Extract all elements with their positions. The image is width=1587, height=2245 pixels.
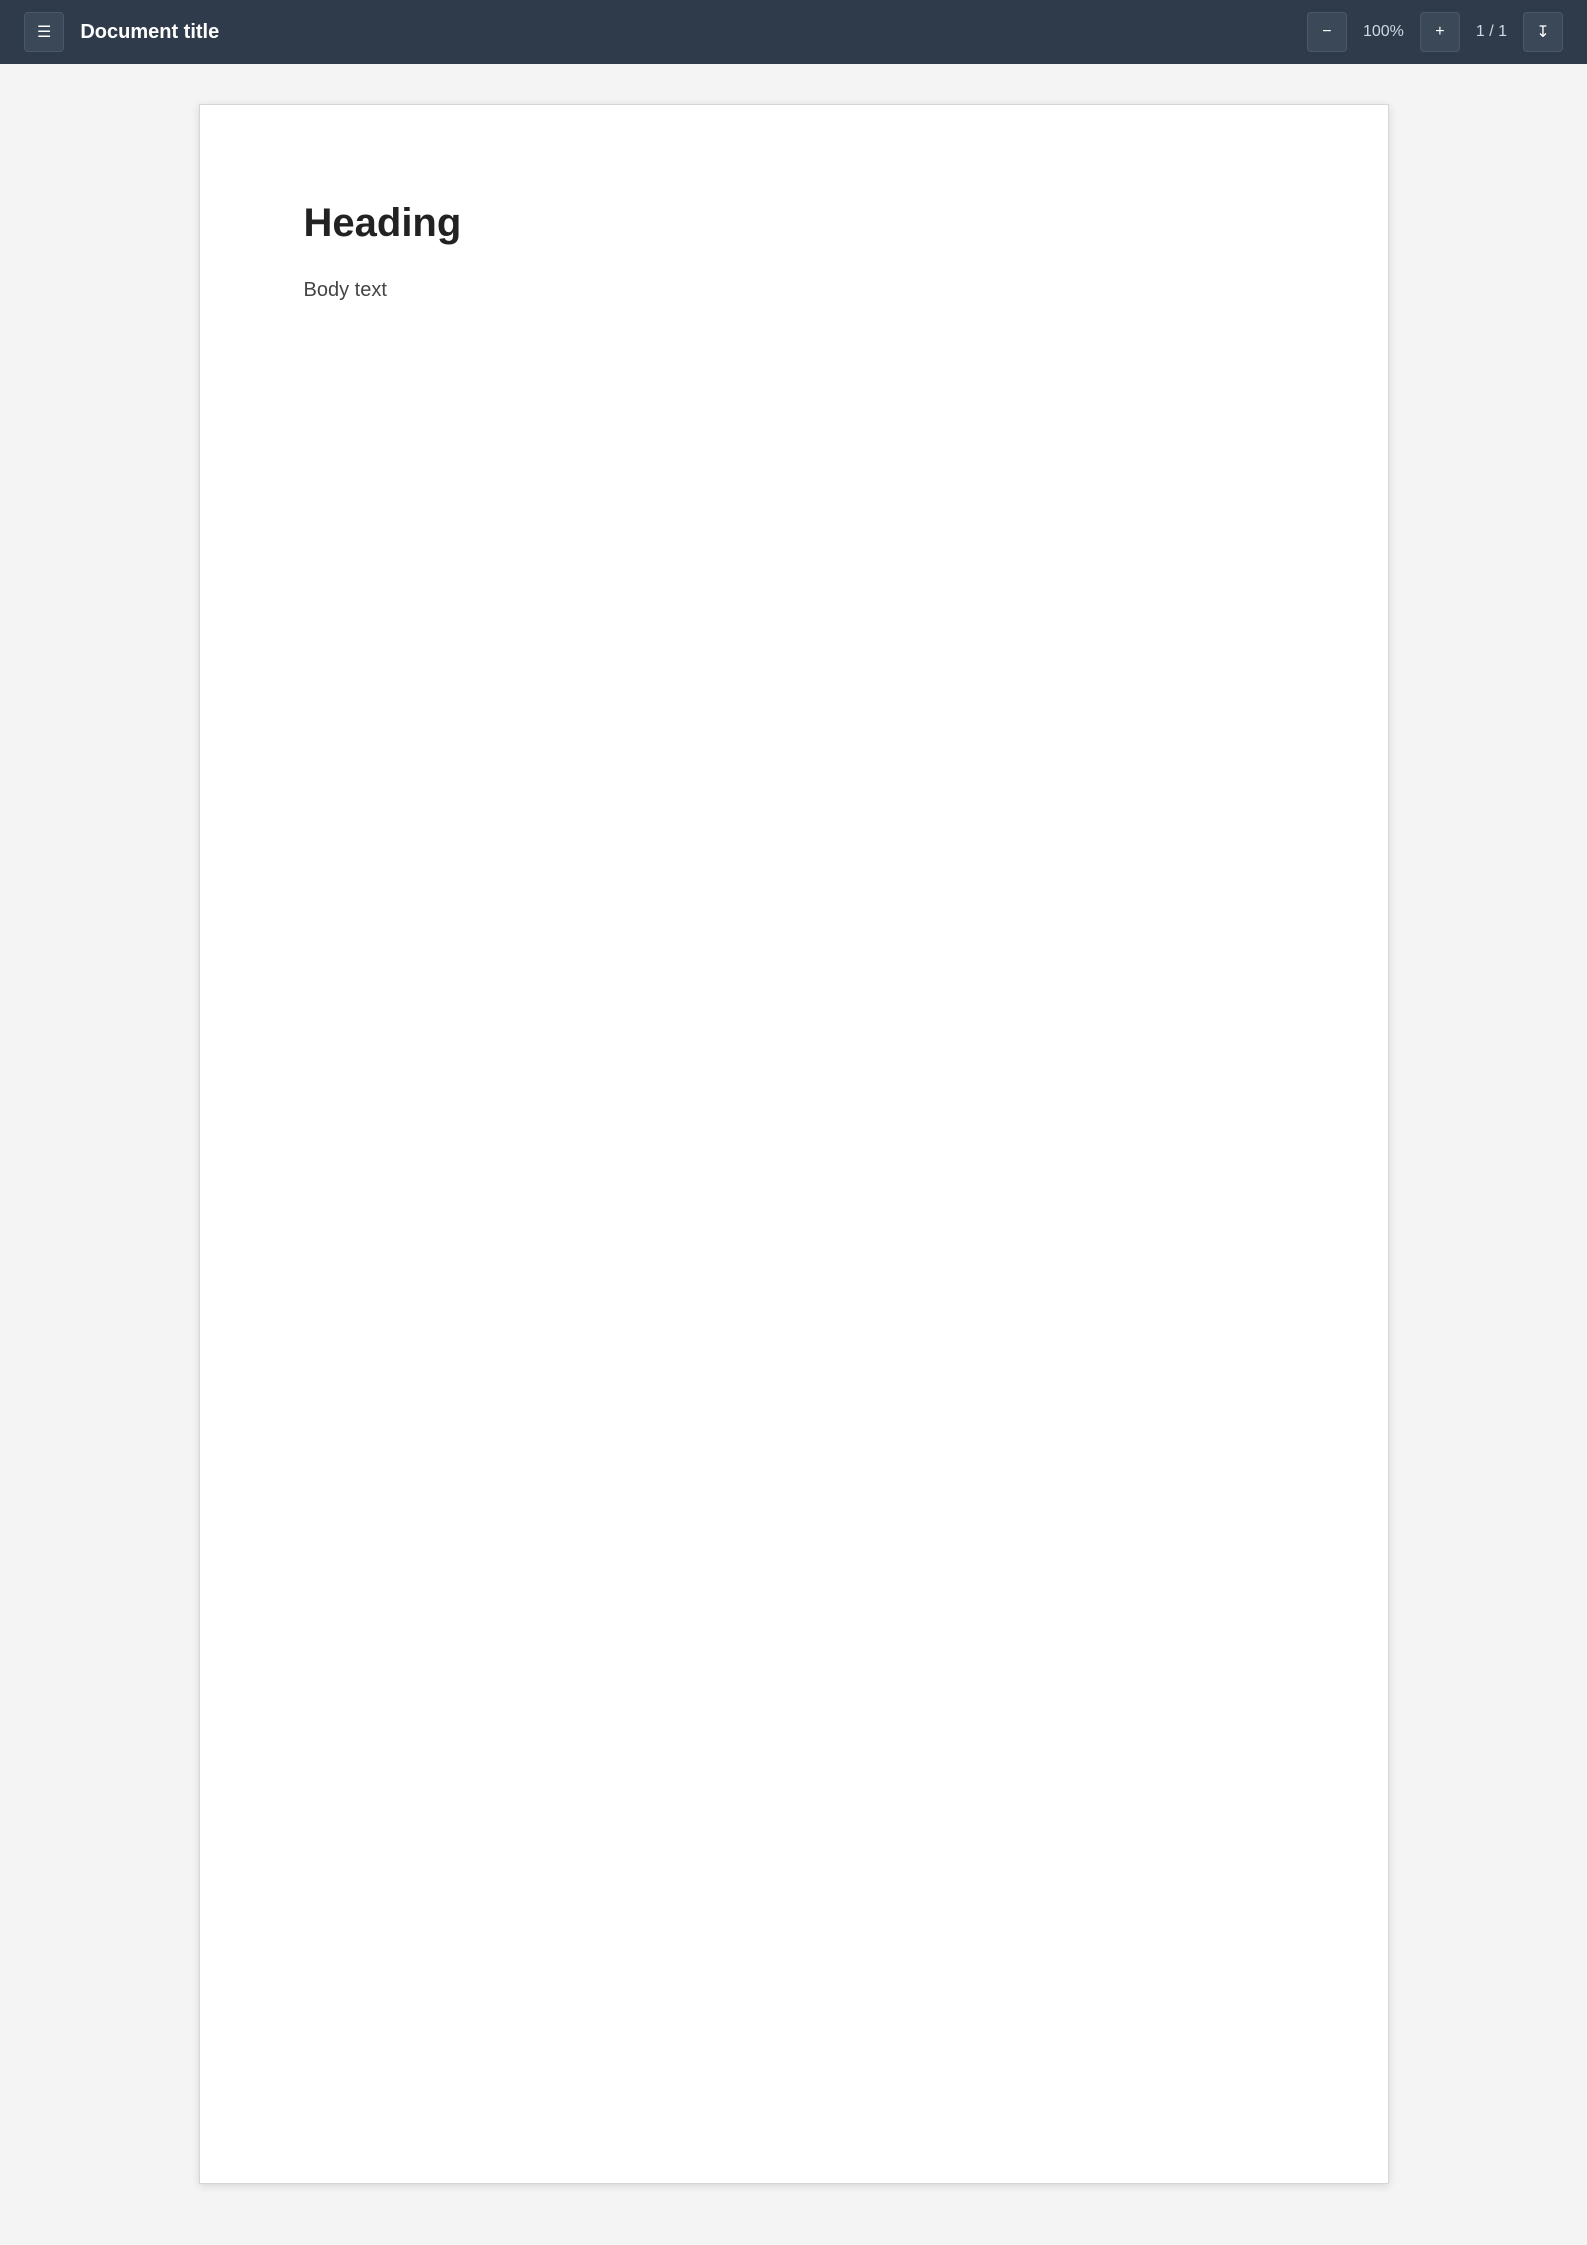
plus-icon[interactable]: +	[1420, 12, 1460, 52]
menu-icon[interactable]: ☰	[24, 12, 64, 52]
document-canvas[interactable]	[0, 64, 1587, 2245]
viewer-toolbar	[0, 0, 1587, 64]
page-indicator: 1 / 1	[1475, 23, 1507, 40]
document-page	[199, 104, 1389, 2184]
download-icon[interactable]: ↧	[1523, 12, 1563, 52]
page-body: Body text	[303, 279, 387, 301]
page-heading: Heading	[303, 201, 462, 245]
minus-icon[interactable]: −	[1307, 12, 1347, 52]
zoom-level: 100%	[1362, 23, 1404, 40]
document-title: Document title	[80, 20, 220, 43]
